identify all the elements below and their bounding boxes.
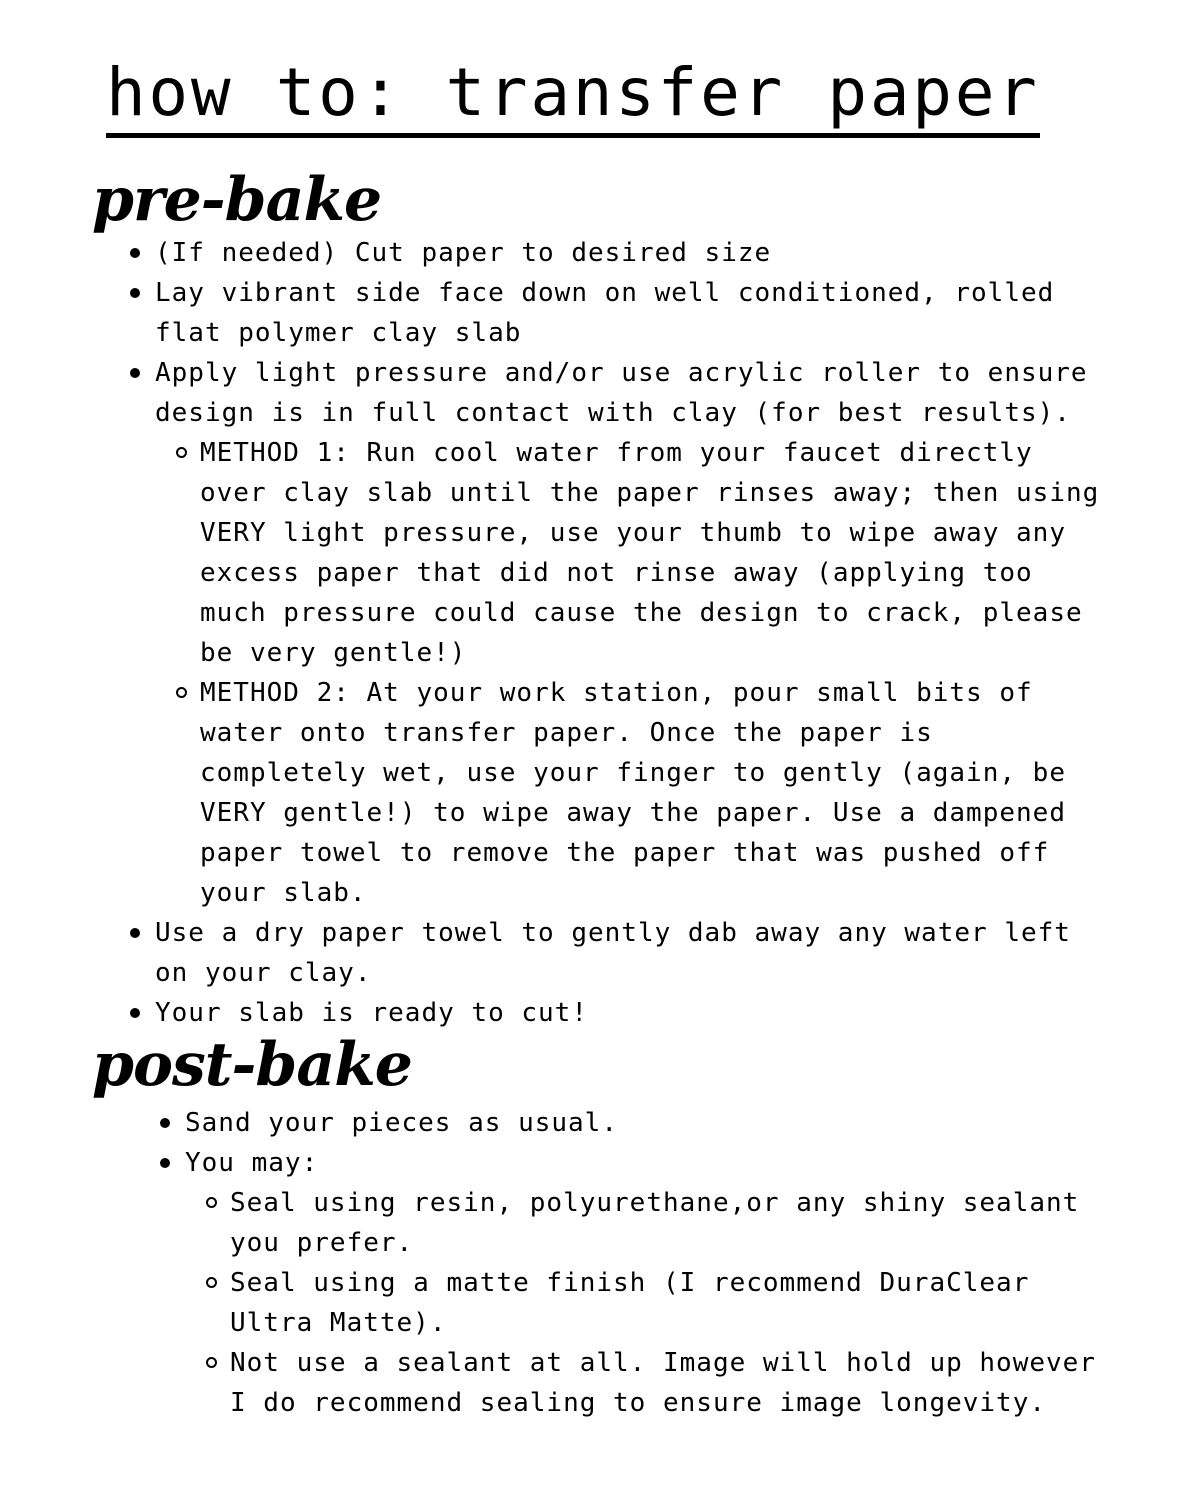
sub-list-item-text: Not use a sealant at all. Image will hold up however I do recommend sealing to ensure image longevity.	[230, 1348, 1096, 1418]
list-item	[160, 1103, 1100, 1143]
sub-list-item-text: Seal using resin, polyurethane,or any shiny sealant you prefer.	[230, 1188, 1080, 1258]
bullet-dot-icon	[130, 248, 140, 258]
sub-bullet-list	[175, 433, 1105, 913]
section-pre-bake	[0, 165, 1200, 1033]
list-item	[130, 353, 1100, 913]
bullet-dot-icon	[130, 368, 140, 378]
bullet-dot-icon	[160, 1118, 170, 1128]
sub-list-item-text: METHOD 2: At your work station, pour small bits of water onto transfer paper. Once the paper is completely wet, use your finger to gently (again, be VERY gentle!) to wipe away the paper. Use a dampened paper towel to remove the paper that was pushed off your slab.	[200, 678, 1066, 908]
bullet-circle-icon	[176, 687, 187, 698]
bullet-circle-icon	[176, 447, 187, 458]
list-item-text: Sand your pieces as usual.	[185, 1108, 618, 1138]
list-item	[130, 273, 1100, 353]
section-post-bake	[0, 1030, 1200, 1423]
list-item-text: You may:	[185, 1148, 319, 1178]
sub-list-item	[205, 1183, 1110, 1263]
list-item-text: Use a dry paper towel to gently dab away any water left on your clay.	[155, 918, 1071, 988]
list-item-text: (If needed) Cut paper to desired size	[155, 238, 772, 268]
sub-list-item	[175, 433, 1105, 673]
sections-container	[0, 165, 1200, 1423]
sub-list-item	[205, 1263, 1110, 1343]
page-title: how to: transfer paper	[106, 60, 1040, 138]
bullet-circle-icon	[206, 1277, 217, 1288]
list-item	[130, 913, 1100, 993]
bullet-dot-icon	[130, 928, 140, 938]
bullet-circle-icon	[206, 1197, 217, 1208]
bullet-dot-icon	[130, 1008, 140, 1018]
list-item-text: Apply light pressure and/or use acrylic roller to ensure design is in full contact with clay (for best results).	[155, 358, 1088, 428]
list-item-text: Lay vibrant side face down on well conditioned, rolled flat polymer clay slab	[155, 278, 1055, 348]
list-item	[130, 993, 1100, 1033]
bullet-dot-icon	[160, 1158, 170, 1168]
bullet-list	[160, 1103, 1100, 1423]
bullet-list	[130, 233, 1100, 1033]
sub-list-item	[205, 1343, 1110, 1423]
list-item-text: Your slab is ready to cut!	[155, 998, 588, 1028]
section-heading: post-bake	[92, 1030, 412, 1100]
bullet-dot-icon	[130, 288, 140, 298]
sub-list-item-text: Seal using a matte finish (I recommend DuraClear Ultra Matte).	[230, 1268, 1030, 1338]
list-item	[160, 1143, 1100, 1423]
list-item	[130, 233, 1100, 273]
bullet-circle-icon	[206, 1357, 217, 1368]
sub-list-item	[175, 673, 1105, 913]
sub-list-item-text: METHOD 1: Run cool water from your faucet directly over clay slab until the paper rinses away; then using VERY light pressure, use your thumb to wipe away any excess paper that did not rinse away (applying too much pressure could cause the design to crack, please be very gentle!)	[200, 438, 1100, 668]
section-heading: pre-bake	[92, 165, 382, 235]
sub-bullet-list	[205, 1183, 1110, 1423]
